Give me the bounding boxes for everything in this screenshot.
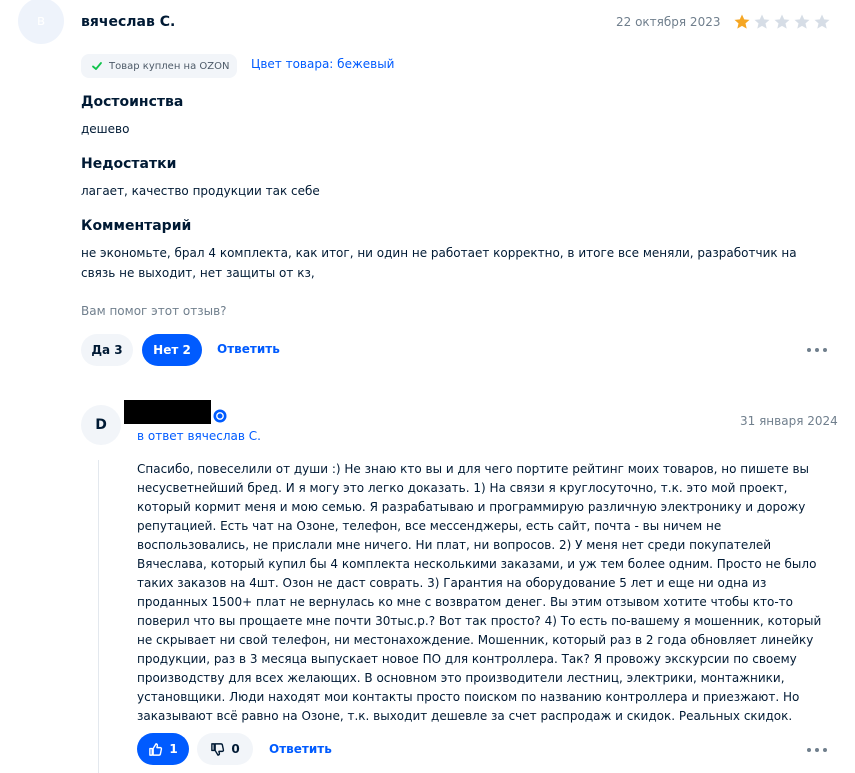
thread-divider (98, 460, 99, 773)
bought-on-ozon-badge (81, 54, 237, 78)
answer-avatar: D (81, 405, 121, 445)
star-empty-icon (793, 13, 811, 31)
helpful-question: Вам помог этот отзыв? (81, 304, 227, 318)
helpful-yes-button[interactable]: Да 3 (81, 334, 133, 366)
thumbs-up-icon (148, 742, 163, 757)
star-empty-icon (813, 13, 831, 31)
bought-badge-label: Товар куплен на OZON (109, 60, 230, 72)
star-empty-icon (773, 13, 791, 31)
answer-reply-button[interactable]: Ответить (269, 742, 332, 756)
check-icon (91, 60, 103, 72)
pros-text: дешево (81, 122, 130, 136)
verified-icon (213, 409, 227, 423)
reply-button[interactable]: Ответить (217, 342, 280, 356)
like-count: 1 (169, 742, 178, 756)
more-options-icon[interactable] (806, 347, 828, 353)
cons-text: лагает, качество продукции так себе (81, 184, 320, 198)
star-filled-icon (733, 13, 751, 31)
thumbs-down-icon (210, 742, 225, 757)
answer-more-options-icon[interactable] (806, 747, 828, 753)
dislike-button[interactable] (197, 733, 253, 765)
comment-title: Комментарий (81, 218, 192, 234)
answer-text: Спасибо, повеселили от души :) Не знаю кто вы и для чего портите рейтинг моих товаров, но пишете вы несусветнейший бред. И я могу это легко доказать. 1) На связи я круглосуточно, т.к. это мой проект, который кормит меня и мою семью. Я разрабатываю и программирую различную электронику и дорожу репутацией. Есть чат на Озоне, телефон, все мессенджеры, есть сайт, почта - вы ничем не воспользовались, не прислали мне ничего. Ни плат, ни вопросов. 2) У меня нет среди покупателей Вячеслава, который купил бы 4 комплекта несколькими заказами, и уж тем более одним. Просто не было таких заказов на 4шт. Озон не даст соврать. 3) Гарантия на оборудование 5 лет и еще ни одна из проданных 1500+ плат не вернулась ко мне с возвратом денег. Вы этим отзывом хотите чтобы кто-то поверил что вы прощаете мне почти 30тыс.р.? Вот так просто? 4) То есть по-вашему я мошенник, который не скрывает ни свой телефон, ни местонахождение. Мошенник, который раз в 2 года обновляет линейку продукции, раз в 3 месяца выпускает новое ПО для контроллера. Так? Я провожу экскурсии по своему производству для всех желающих. В основном это производители лестниц, электрики, монтажники, установщики. Люди находят мои контакты просто поиском по названию контроллера и приезжают. Но заказывают всё равно на Озоне, т.к. выходит дешевле за счет распродаж и скидок. Реальных скидок. (137, 462, 822, 723)
reply-to-link[interactable]: в ответ вячеслав С. (137, 429, 261, 443)
rating-stars (733, 13, 831, 31)
product-color-link[interactable]: Цвет товара: бежевый (251, 57, 395, 71)
author-name: вячеслав С. (81, 14, 176, 30)
helpful-no-button[interactable]: Нет 2 (142, 334, 202, 366)
comment-text: не экономьте, брал 4 комплекта, как итог, ни один не работает корректно, в итоге все меняли, разработчик на связь не выходит, нет защиты от кз, (81, 246, 797, 280)
star-empty-icon (753, 13, 771, 31)
author-avatar: в (18, 0, 64, 44)
answer-date: 31 января 2024 (740, 414, 838, 428)
cons-title: Недостатки (81, 156, 177, 172)
review-date: 22 октября 2023 (616, 15, 721, 29)
dislike-count: 0 (231, 742, 240, 756)
redacted-name (124, 400, 211, 424)
like-button[interactable] (137, 733, 189, 765)
pros-title: Достоинства (81, 94, 184, 110)
